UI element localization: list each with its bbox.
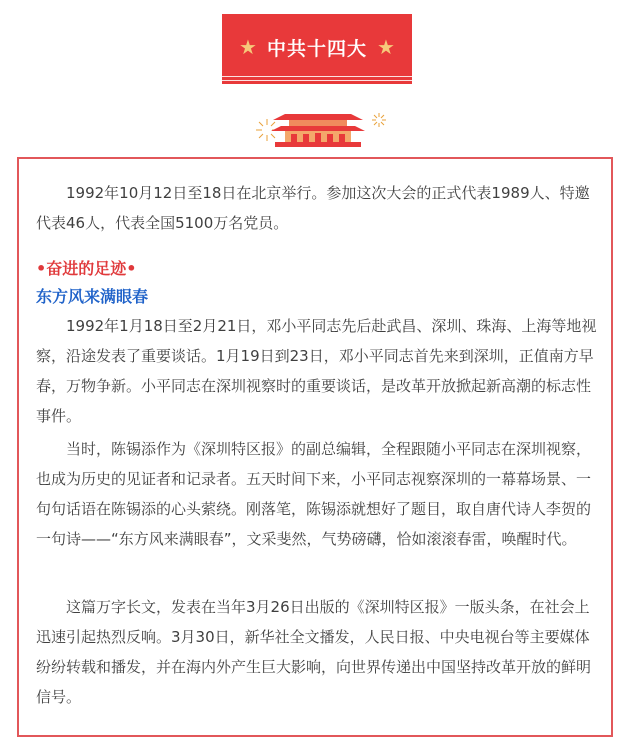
body-paragraph: 这篇万字长文，发表在当年3月26日出版的《深圳特区报》一版头条，在社会上迅速引起热烈反响。3月30日，新华社全文播发，人民日报、中央电视台等主要媒体纷纷转载和播发，并在海内外产生巨大影响，向世界传递出中国坚持改革开放的鲜明信号。: [36, 598, 592, 706]
firework-icon: [372, 113, 386, 127]
banner-title: 中共十四大: [266, 37, 367, 60]
section-title: •奋进的足迹•: [36, 259, 137, 278]
star-icon: ★: [377, 35, 395, 59]
banner-stripe: [222, 76, 412, 77]
tiananmen-gate-icon: [245, 100, 391, 150]
body-paragraph: 当时，陈锡添作为《深圳特区报》的副总编辑，全程跟随小平同志在深圳视察，也成为历史的见证者和记录者。五天时间下来，小平同志视察深圳的一幕幕场景、一句句话语在陈锡添的心头萦绕。刚落笔，陈锡添就想好了题目，取自唐代诗人李贺的一句诗——“东方风来满眼春”，文采斐然，气势磅礴，恰如滚滚春雷，唤醒时代。: [36, 440, 592, 548]
sub-title: 东方风来满眼春: [36, 287, 149, 306]
intro-paragraph: 1992年10月12日至18日在北京举行。参加这次大会的正式代表1989人、特邀代表46人，代表全国5100万名党员。: [36, 184, 590, 232]
banner-stripe: [222, 80, 412, 81]
body-paragraph: 1992年1月18日至2月21日，邓小平同志先后赴武昌、深圳、珠海、上海等地视察，沿途发表了重要谈话。1月19日到23日，邓小平同志首先来到深圳，正值南方早春，万物争新。小平同志在深圳视察时的重要谈话，是改革开放掀起新高潮的标志性事件。: [36, 317, 597, 425]
title-banner: [222, 14, 412, 84]
star-icon: ★: [239, 35, 257, 59]
